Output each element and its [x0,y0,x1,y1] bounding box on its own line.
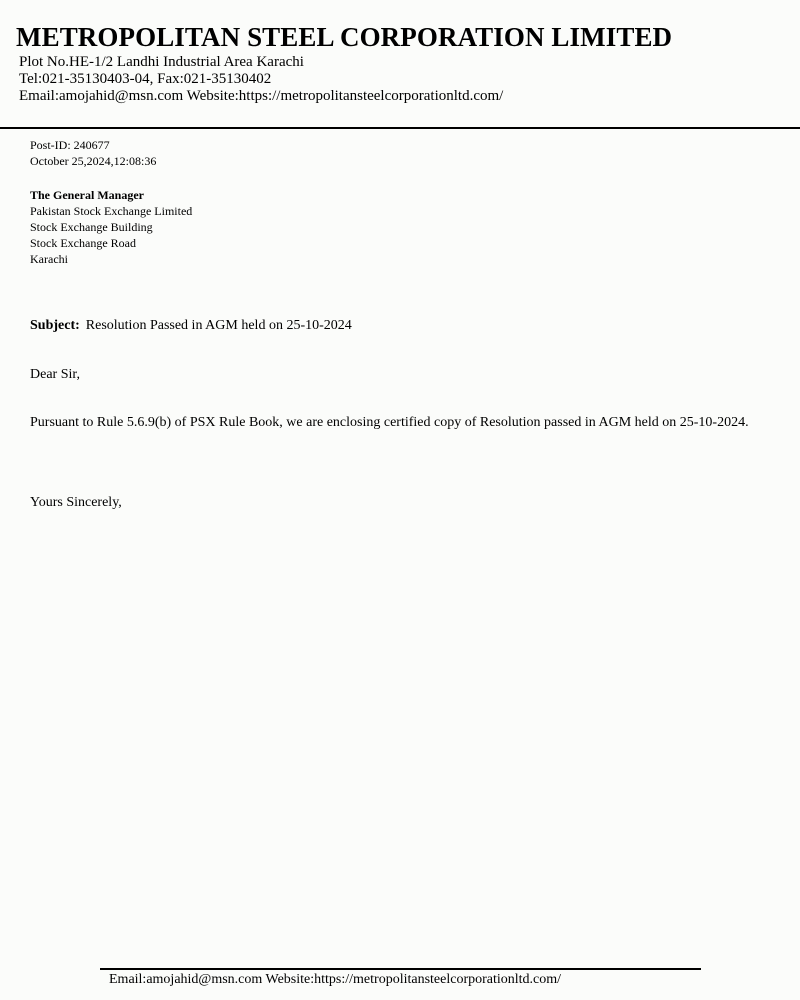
post-id: Post-ID: 240677 [30,138,110,152]
recipient-line: Stock Exchange Building [30,220,153,234]
closing: Yours Sincerely, [30,495,122,510]
recipient-line: Stock Exchange Road [30,236,136,250]
salutation: Dear Sir, [30,367,80,382]
company-address: Plot No.HE-1/2 Landhi Industrial Area Karachi [19,54,304,70]
company-email-website: Email:amojahid@msn.com Website:https://metropolitansteelcorporationltd.com/ [19,88,504,104]
footer-divider [100,968,701,970]
company-name: METROPOLITAN STEEL CORPORATION LIMITED [16,22,673,52]
subject-line [30,318,352,334]
company-phone-fax: Tel:021-35130403-04, Fax:021-35130402 [19,71,272,87]
recipient-title: The General Manager [30,188,144,202]
subject-text: Resolution Passed in AGM held on 25-10-2024 [85,318,352,333]
body-paragraph: Pursuant to Rule 5.6.9(b) of PSX Rule Book, we are enclosing certified copy of Resolution passed in AGM held on 25-10-2024. [30,415,749,430]
post-datetime: October 25,2024,12:08:36 [30,154,157,168]
header-divider [0,127,800,129]
footer-email-website: Email:amojahid@msn.com Website:https://metropolitansteelcorporationltd.com/ [109,972,562,987]
subject-label: Subject: [30,318,80,333]
recipient-line: Pakistan Stock Exchange Limited [30,204,193,218]
recipient-line: Karachi [30,252,68,266]
